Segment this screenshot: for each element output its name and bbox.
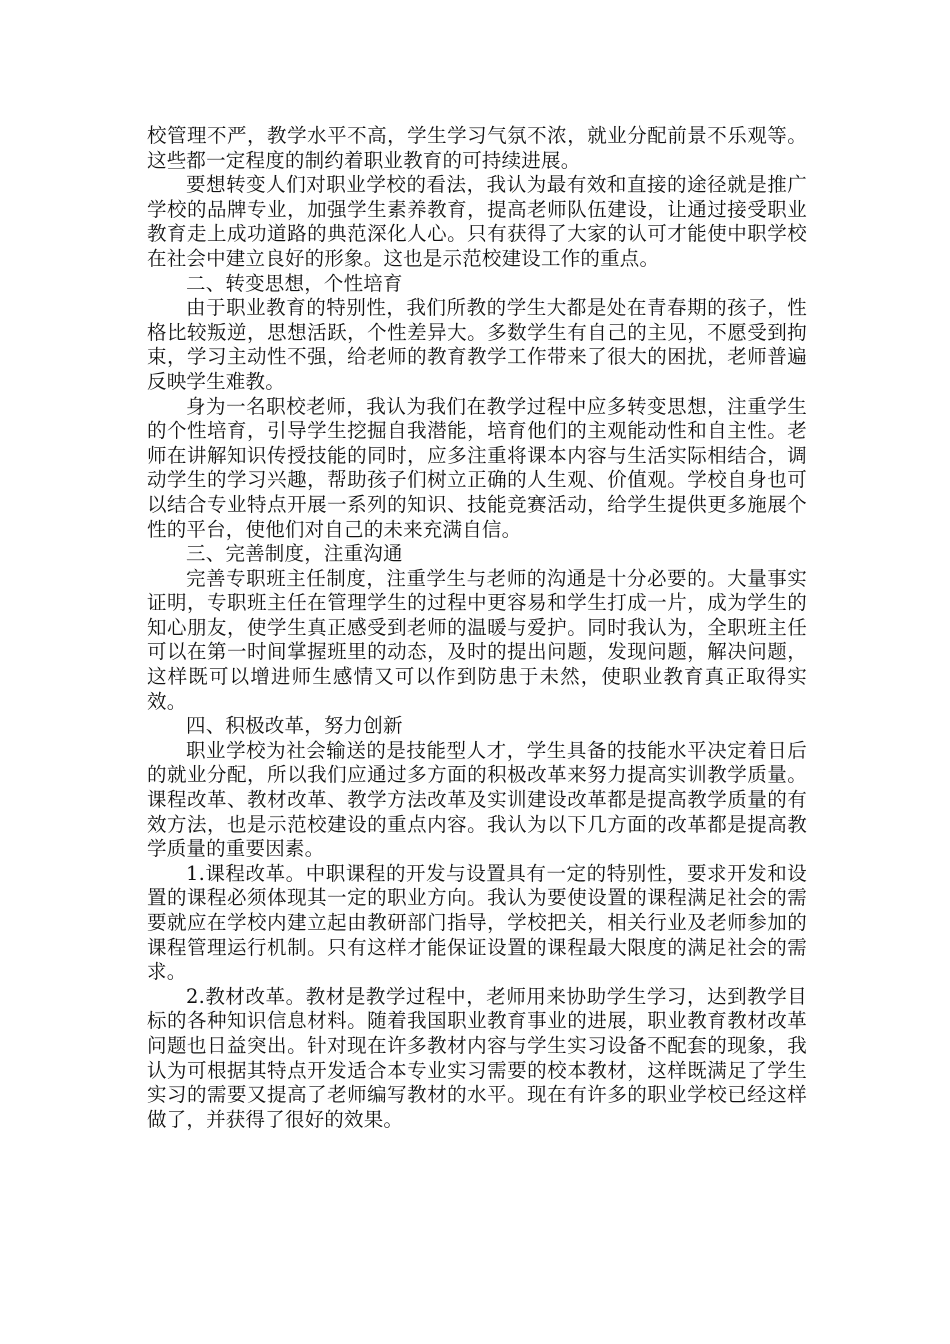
section-heading-2: 二、转变思想，个性培育 bbox=[186, 271, 403, 295]
paragraph-personality-cultivation: 身为一名职校老师，我认为我们在教学过程中应多转变思想，注重学生的个性培育，引导学生挖掘自我潜能，培育他们的主观能动性和自主性。老师在讲解知识传授技能的同时，应多注重将课本内容与生活实际相结合，调动学生的学习兴趣，帮助孩子们树立正确的人生观、价值观。学校自身也可以结合专业特点开展一系列的知识、技能竞赛活动，给学生提供更多施展个性的平台，使他们对自己的未来充满自信。 bbox=[147, 394, 807, 541]
paragraph-reform-overview: 职业学校为社会输送的是技能型人才，学生具备的技能水平决定着日后的就业分配，所以我们应通过多方面的积极改革来努力提高实训教学质量。课程改革、教材改革、教学方法改革及实训建设改革都是提高教学质量的有效方法，也是示范校建设的重点内容。我认为以下几方面的改革都是提高教学质量的重要因素。 bbox=[147, 738, 807, 861]
paragraph-brand-promotion: 要想转变人们对职业学校的看法，我认为最有效和直接的途径就是推广学校的品牌专业，加强学生素养教育，提高老师队伍建设，让通过接受职业教育走上成功道路的典范深化人心。只有获得了大家的认可才能使中职学校在社会中建立良好的形象。这也是示范校建设工作的重点。 bbox=[147, 173, 807, 270]
section-heading-3: 三、完善制度，注重沟通 bbox=[186, 542, 403, 566]
paragraph-head-teacher-system: 完善专职班主任制度，注重学生与老师的沟通是十分必要的。大量事实证明，专职班主任在管理学生的过程中更容易和学生打成一片，成为学生的知心朋友，使学生真正感受到老师的温暖与爱护。同时我认为，全职班主任可以在第一时间掌握班里的动态，及时的提出问题，发现问题，解决问题，这样既可以增进师生感情又可以作到防患于未然，使职业教育真正取得实效。 bbox=[147, 566, 807, 713]
paragraph-student-characteristics: 由于职业教育的特别性，我们所教的学生大都是处在青春期的孩子，性格比较叛逆，思想活跃，个性差异大。多数学生有自己的主见，不愿受到拘束，学习主动性不强，给老师的教育教学工作带来了很大的困扰，老师普遍反映学生难教。 bbox=[147, 296, 807, 393]
section-heading-4: 四、积极改革，努力创新 bbox=[186, 714, 403, 738]
document-body bbox=[147, 124, 807, 1132]
paragraph-continuation: 校管理不严，教学水平不高，学生学习气氛不浓，就业分配前景不乐观等。这些都一定程度的制约着职业教育的可持续进展。 bbox=[147, 124, 807, 172]
paragraph-textbook-reform: 2.教材改革。教材是教学过程中，老师用来协助学生学习，达到教学目标的各种知识信息材料。随着我国职业教育事业的进展，职业教育教材改革问题也日益突出。针对现在许多教材内容与学生实习设备不配套的现象，我认为可根据其特点开发适合本专业实习需要的校本教材，这样既满足了学生实习的需要又提高了老师编写教材的水平。现在有许多的职业学校已经这样做了，并获得了很好的效果。 bbox=[147, 984, 807, 1131]
paragraph-curriculum-reform: 1.课程改革。中职课程的开发与设置具有一定的特别性，要求开发和设置的课程必须体现其一定的职业方向。我认为要使设置的课程满足社会的需要就应在学校内建立起由教研部门指导，学校把关，相关行业及老师参加的课程管理运行机制。只有这样才能保证设置的课程最大限度的满足社会的需求。 bbox=[147, 861, 807, 984]
